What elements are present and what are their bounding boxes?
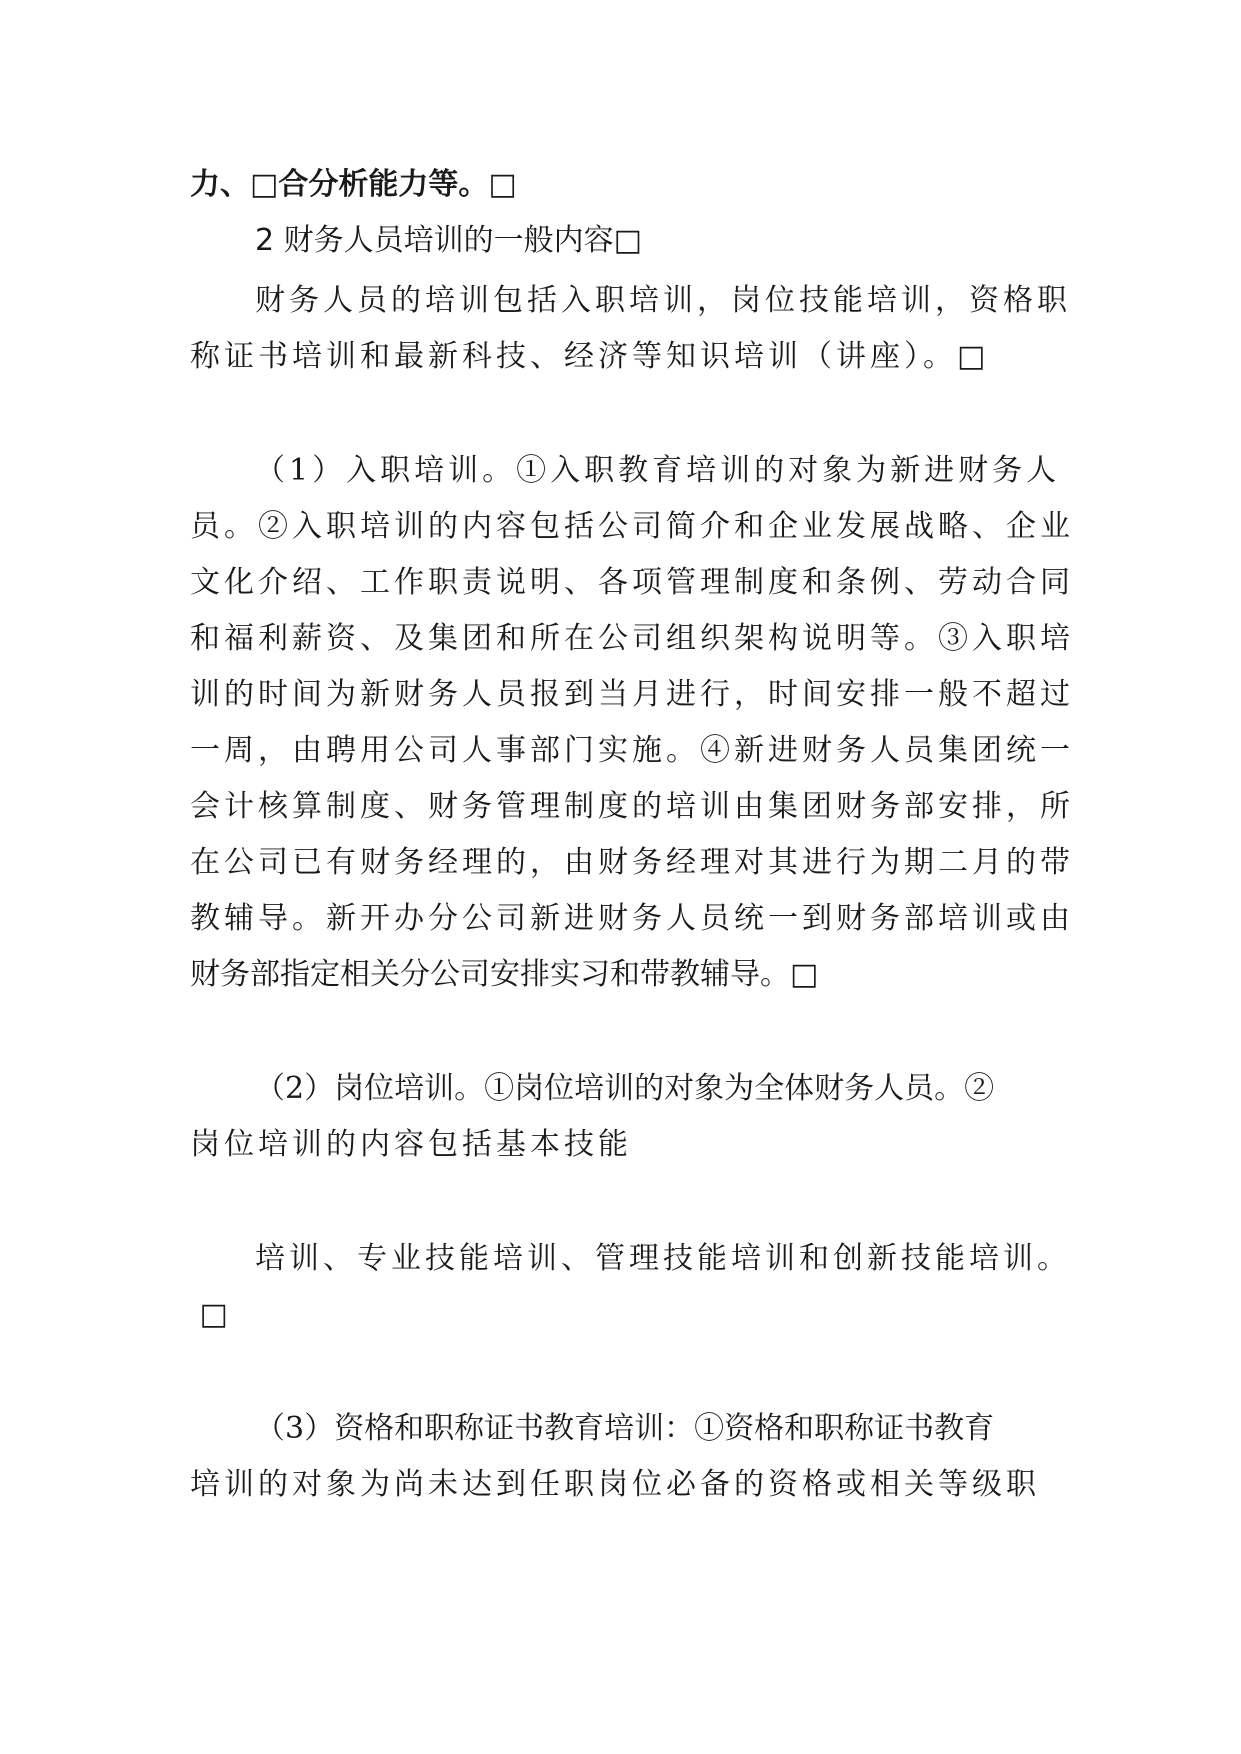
text-line-3: 财务人员的培训包括入职培训，岗位技能培训，资格职	[255, 283, 1071, 318]
text-line-18: □	[190, 1297, 228, 1332]
text-line-5: （1）入职培训。①入职教育培训的对象为新进财务人	[255, 453, 1061, 488]
text-line-15: （2）岗位培训。①岗位培训的对象为全体财务人员。②	[255, 1071, 995, 1106]
text-line-9: 训的时间为新财务人员报到当月进行，时间安排一般不超过	[190, 677, 1074, 712]
text-line-8: 和福利薪资、及集团和所在公司组织架构说明等。③入职培	[190, 621, 1074, 656]
text-line-20: 培训的对象为尚未达到任职岗位必备的资格或相关等级职	[190, 1467, 1040, 1502]
text-line-1: 力、□合分析能力等。□	[190, 167, 517, 202]
section-heading: 2 财务人员培训的一般内容□	[255, 223, 642, 258]
text-line-6: 员。②入职培训的内容包括公司简介和企业发展战略、企业	[190, 509, 1074, 544]
text-line-11: 会计核算制度、财务管理制度的培训由集团财务部安排，所	[190, 789, 1074, 824]
text-line-10: 一周，由聘用公司人事部门实施。④新进财务人员集团统一	[190, 733, 1074, 768]
text-line-4: 称证书培训和最新科技、经济等知识培训（讲座）。□	[190, 339, 990, 374]
text-line-14: 财务部指定相关分公司安排实习和带教辅导。□	[190, 957, 819, 992]
text-line-7: 文化介绍、工作职责说明、各项管理制度和条例、劳动合同	[190, 565, 1074, 600]
text-line-17: 培训、专业技能培训、管理技能培训和创新技能培训。	[255, 1241, 1071, 1276]
text-line-12: 在公司已有财务经理的，由财务经理对其进行为期二月的带	[190, 845, 1074, 880]
text-line-16: 岗位培训的内容包括基本技能	[190, 1127, 632, 1162]
text-line-13: 教辅导。新开办分公司新进财务人员统一到财务部培训或由	[190, 901, 1074, 936]
text-line-19: （3）资格和职称证书教育培训：①资格和职称证书教育	[255, 1411, 995, 1446]
